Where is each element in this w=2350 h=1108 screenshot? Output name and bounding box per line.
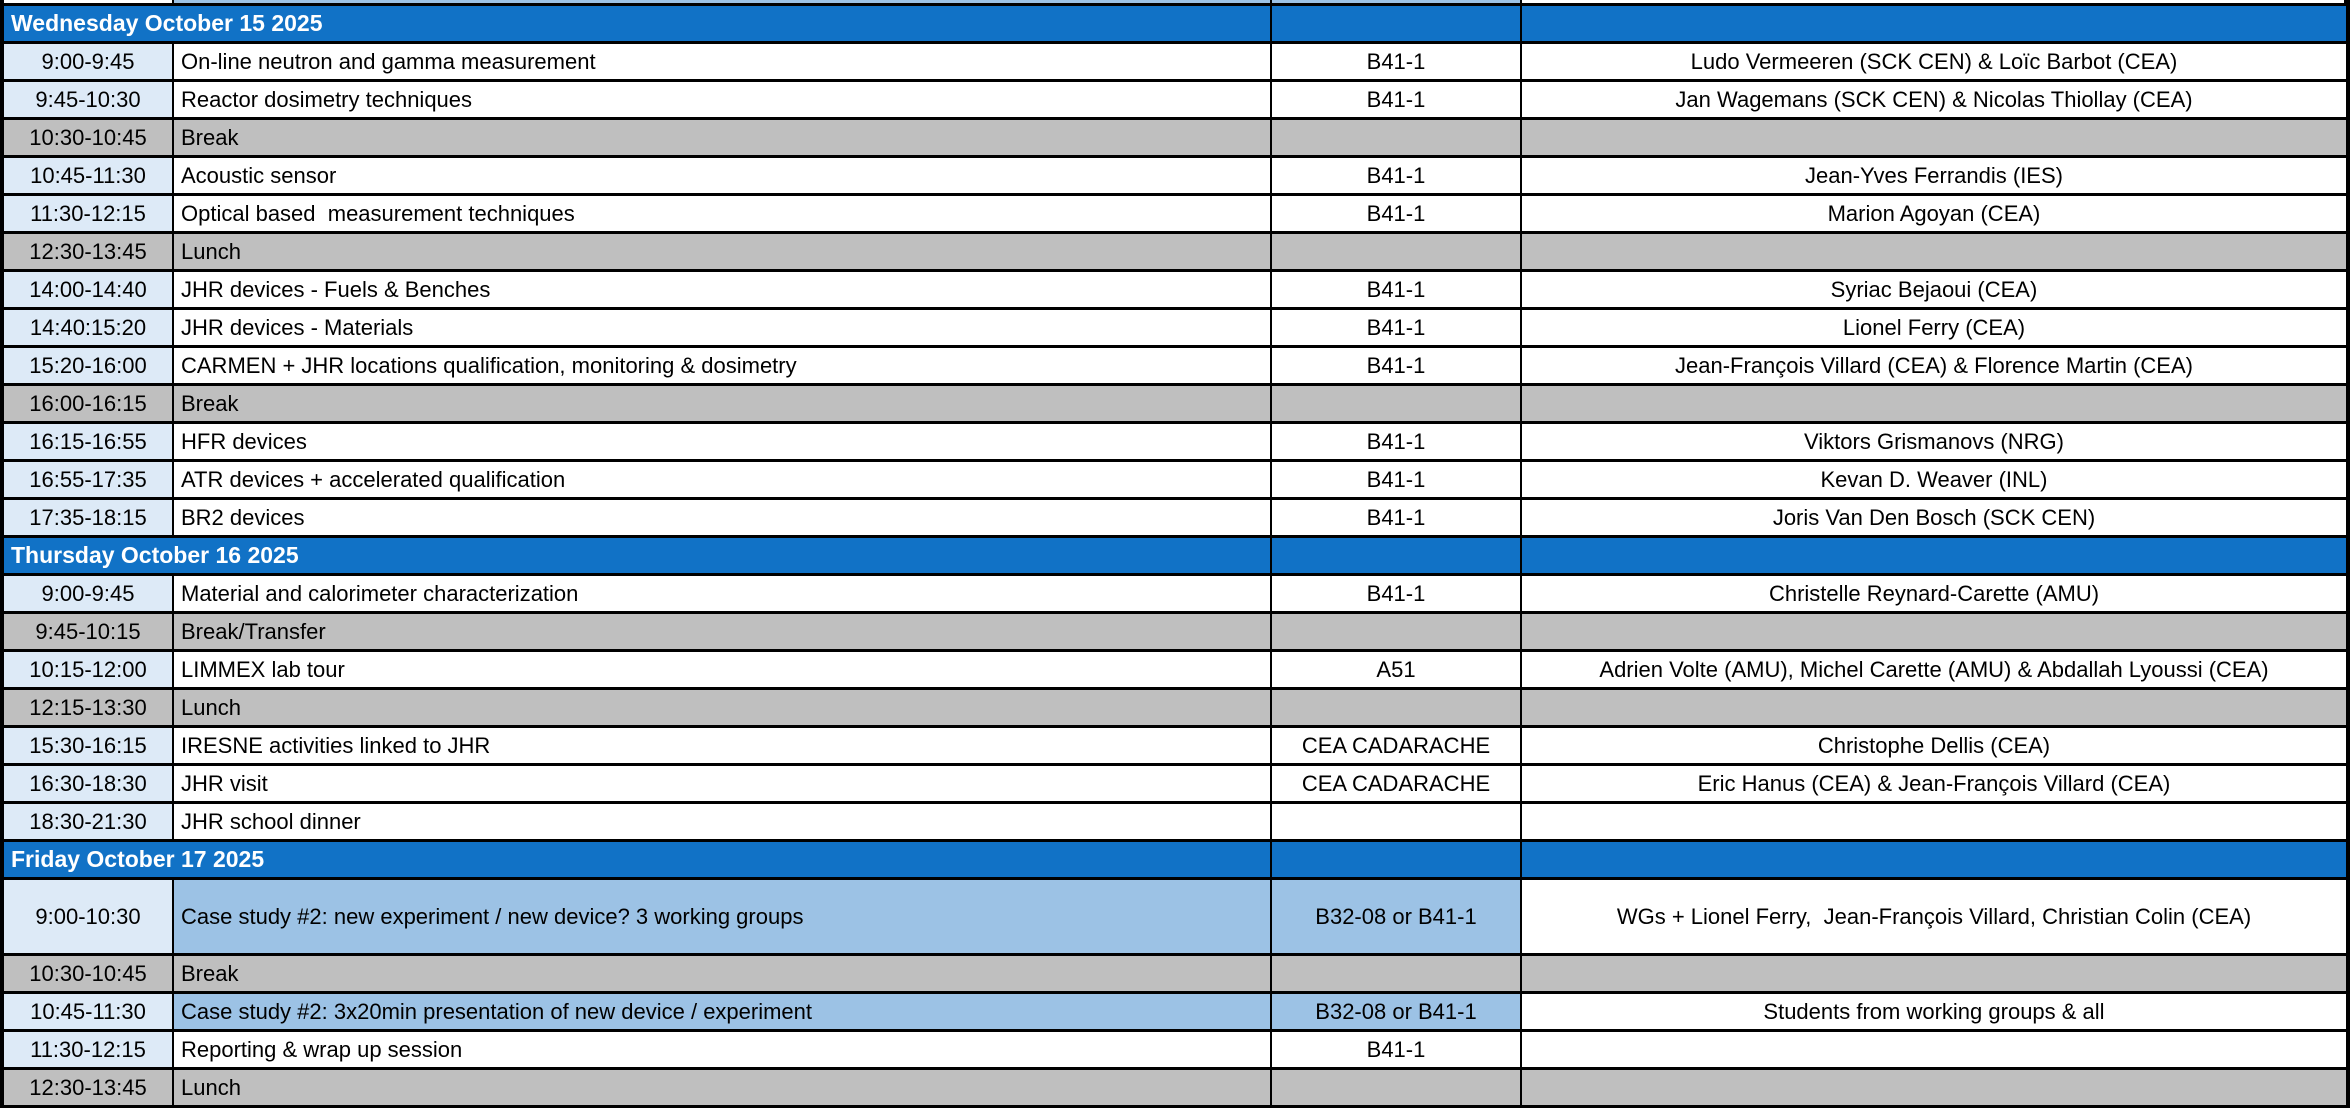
- session-title-cell: IRESNE activities linked to JHR: [174, 728, 1272, 763]
- break-row: [4, 690, 2346, 728]
- time-cell: 16:15-16:55: [4, 424, 174, 459]
- session-row: [4, 44, 2346, 82]
- day-header-label: Thursday October 16 2025: [4, 538, 1272, 573]
- speaker-cell: Christelle Reynard-Carette (AMU): [1768, 580, 2100, 606]
- room-cell: B41-1: [1272, 82, 1522, 117]
- session-title-cell: Case study #2: 3x20min presentation of new device / experiment: [174, 994, 1272, 1029]
- session-title-cell: Reporting & wrap up session: [174, 1032, 1272, 1067]
- speaker-cell: [1522, 614, 2346, 649]
- session-title-cell: Lunch: [174, 234, 1272, 269]
- time-cell: 16:30-18:30: [4, 766, 174, 801]
- room-cell: B41-1: [1272, 462, 1522, 497]
- session-title-cell: JHR devices - Materials: [174, 310, 1272, 345]
- session-row: [4, 348, 2346, 386]
- room-cell: [1272, 614, 1522, 649]
- room-cell: B41-1: [1272, 158, 1522, 193]
- session-row: [4, 1032, 2346, 1070]
- session-title-cell: JHR school dinner: [174, 804, 1272, 839]
- session-row: [4, 310, 2346, 348]
- speaker-cell: [1522, 120, 2346, 155]
- room-cell: B41-1: [1272, 576, 1522, 611]
- speaker-cell: Adrien Volte (AMU), Michel Carette (AMU) & Abdallah Lyoussi (CEA): [1599, 656, 2269, 682]
- time-cell: 9:45-10:30: [4, 82, 174, 117]
- time-cell: 9:00-9:45: [4, 44, 174, 79]
- speaker-cell: [1522, 804, 2346, 839]
- room-cell: CEA CADARACHE: [1272, 766, 1522, 801]
- session-row: [4, 500, 2346, 538]
- speaker-cell: [1522, 234, 2346, 269]
- room-cell: [1272, 120, 1522, 155]
- session-row: [4, 804, 2346, 842]
- day-header-row: [4, 6, 2346, 44]
- room-cell: [1272, 804, 1522, 839]
- day-header-label: Wednesday October 15 2025: [4, 6, 1272, 41]
- speaker-cell: Marion Agoyan (CEA): [1827, 200, 2041, 226]
- time-cell: 14:40:15:20: [4, 310, 174, 345]
- room-cell: [1272, 690, 1522, 725]
- speaker-cell: Syriac Bejaoui (CEA): [1830, 276, 2038, 302]
- day-header-room-cell: [1272, 538, 1522, 573]
- time-cell: 11:30-12:15: [4, 196, 174, 231]
- time-cell: 9:00-10:30: [4, 880, 174, 953]
- break-row: [4, 614, 2346, 652]
- time-cell: 15:20-16:00: [4, 348, 174, 383]
- room-cell: B41-1: [1272, 1032, 1522, 1067]
- speaker-cell: Ludo Vermeeren (SCK CEN) & Loïc Barbot (CEA): [1690, 48, 2178, 74]
- room-cell: [1272, 234, 1522, 269]
- speaker-cell: [1522, 1032, 2346, 1067]
- time-cell: 16:00-16:15: [4, 386, 174, 421]
- session-title-cell: Acoustic sensor: [174, 158, 1272, 193]
- session-title-cell: JHR visit: [174, 766, 1272, 801]
- break-row: [4, 386, 2346, 424]
- time-cell: 10:45-11:30: [4, 994, 174, 1029]
- speaker-cell: [1522, 956, 2346, 991]
- session-title-cell: LIMMEX lab tour: [174, 652, 1272, 687]
- room-cell: B41-1: [1272, 424, 1522, 459]
- session-title-cell: Reactor dosimetry techniques: [174, 82, 1272, 117]
- speaker-cell: Eric Hanus (CEA) & Jean-François Villard (CEA): [1697, 770, 2171, 796]
- session-row: [4, 652, 2346, 690]
- speaker-cell: Students from working groups & all: [1763, 998, 2105, 1024]
- room-cell: [1272, 1070, 1522, 1105]
- day-header-speaker-cell: [1522, 842, 2346, 877]
- session-title-cell: Break: [174, 956, 1272, 991]
- time-cell: 14:00-14:40: [4, 272, 174, 307]
- day-header-label: Friday October 17 2025: [4, 842, 1272, 877]
- room-cell: [1272, 956, 1522, 991]
- session-title-cell: Break: [174, 386, 1272, 421]
- partial-time-cell: [4, 0, 174, 3]
- session-title-cell: JHR devices - Fuels & Benches: [174, 272, 1272, 307]
- time-cell: 15:30-16:15: [4, 728, 174, 763]
- speaker-cell: Kevan D. Weaver (INL): [1820, 466, 2048, 492]
- day-header-speaker-cell: [1522, 6, 2346, 41]
- speaker-cell: Viktors Grismanovs (NRG): [1804, 428, 2064, 454]
- break-row: [4, 234, 2346, 272]
- partial-title-cell: [174, 0, 1272, 3]
- time-cell: 11:30-12:15: [4, 1032, 174, 1067]
- session-row: [4, 158, 2346, 196]
- break-row: [4, 120, 2346, 158]
- speaker-cell: [1522, 386, 2346, 421]
- time-cell: 10:45-11:30: [4, 158, 174, 193]
- time-cell: 9:00-9:45: [4, 576, 174, 611]
- session-title-cell: Break: [174, 120, 1272, 155]
- session-row: [4, 196, 2346, 234]
- session-title-cell: Material and calorimeter characterization: [174, 576, 1272, 611]
- session-title-cell: ATR devices + accelerated qualification: [174, 462, 1272, 497]
- break-row: [4, 1070, 2346, 1108]
- partial-room-cell: [1272, 0, 1522, 3]
- session-row: [4, 576, 2346, 614]
- session-title-cell: On-line neutron and gamma measurement: [174, 44, 1272, 79]
- session-row: [4, 994, 2346, 1032]
- room-cell: B41-1: [1272, 272, 1522, 307]
- session-title-cell: Break/Transfer: [174, 614, 1272, 649]
- room-cell: A51: [1272, 652, 1522, 687]
- time-cell: 12:30-13:45: [4, 1070, 174, 1105]
- session-title-cell: Lunch: [174, 690, 1272, 725]
- speaker-cell: Jean-François Villard (CEA) & Florence Martin (CEA): [1675, 352, 2193, 378]
- time-cell: 12:15-13:30: [4, 690, 174, 725]
- session-title-cell: Lunch: [174, 1070, 1272, 1105]
- time-cell: 9:45-10:15: [4, 614, 174, 649]
- schedule-rows: [4, 6, 2346, 1108]
- room-cell: B41-1: [1272, 500, 1522, 535]
- session-row: [4, 766, 2346, 804]
- session-row: [4, 462, 2346, 500]
- break-row: [4, 956, 2346, 994]
- session-title-cell: BR2 devices: [174, 500, 1272, 535]
- speaker-cell: WGs + Lionel Ferry, Jean-François Villard, Christian Colin (CEA): [1616, 903, 2252, 929]
- session-title-cell: Optical based measurement techniques: [174, 196, 1272, 231]
- day-header-speaker-cell: [1522, 538, 2346, 573]
- room-cell: B32-08 or B41-1: [1272, 994, 1522, 1029]
- speaker-cell: [1522, 690, 2346, 725]
- session-row: [4, 272, 2346, 310]
- time-cell: 10:30-10:45: [4, 956, 174, 991]
- session-title-cell: HFR devices: [174, 424, 1272, 459]
- room-cell: B41-1: [1272, 196, 1522, 231]
- room-cell: B41-1: [1272, 44, 1522, 79]
- speaker-cell: Christophe Dellis (CEA): [1817, 732, 2051, 758]
- speaker-cell: Jean-Yves Ferrandis (IES): [1805, 162, 2063, 188]
- session-row: [4, 880, 2346, 956]
- room-cell: B32-08 or B41-1: [1272, 880, 1522, 953]
- time-cell: 17:35-18:15: [4, 500, 174, 535]
- day-header-row: [4, 842, 2346, 880]
- day-header-row: [4, 538, 2346, 576]
- partial-speaker-cell: [1522, 0, 2346, 3]
- day-header-room-cell: [1272, 6, 1522, 41]
- session-title-cell: CARMEN + JHR locations qualification, monitoring & dosimetry: [174, 348, 1272, 383]
- room-cell: [1272, 386, 1522, 421]
- speaker-cell: Jan Wagemans (SCK CEN) & Nicolas Thiollay (CEA): [1675, 86, 2193, 112]
- session-row: [4, 424, 2346, 462]
- session-row: [4, 82, 2346, 120]
- room-cell: B41-1: [1272, 310, 1522, 345]
- time-cell: 16:55-17:35: [4, 462, 174, 497]
- room-cell: CEA CADARACHE: [1272, 728, 1522, 763]
- speaker-cell: [1522, 1070, 2346, 1105]
- time-cell: 10:30-10:45: [4, 120, 174, 155]
- day-header-room-cell: [1272, 842, 1522, 877]
- time-cell: 10:15-12:00: [4, 652, 174, 687]
- speaker-cell: Joris Van Den Bosch (SCK CEN): [1772, 504, 2096, 530]
- session-title-cell: Case study #2: new experiment / new device? 3 working groups: [174, 880, 1272, 953]
- time-cell: 12:30-13:45: [4, 234, 174, 269]
- room-cell: B41-1: [1272, 348, 1522, 383]
- session-row: [4, 728, 2346, 766]
- speaker-cell: Lionel Ferry (CEA): [1842, 314, 2026, 340]
- time-cell: 18:30-21:30: [4, 804, 174, 839]
